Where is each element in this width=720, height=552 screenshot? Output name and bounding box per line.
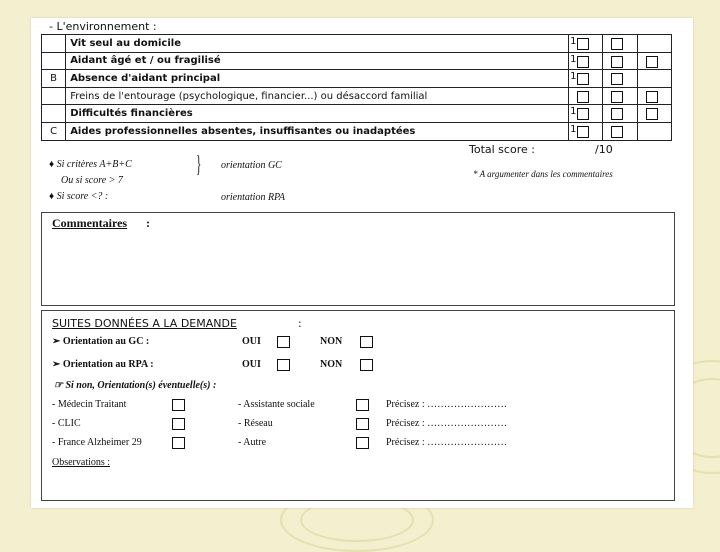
precisez-field[interactable]: Précisez : ……………………: [386, 437, 508, 448]
suites-box: [41, 310, 675, 501]
suites-title: SUITES DONNÉES A LA DEMANDE: [52, 317, 237, 330]
env-score-cell: [569, 52, 603, 70]
env-score-cell: [603, 122, 637, 140]
env-score-cell: [603, 105, 637, 123]
score-checkbox[interactable]: [577, 126, 589, 138]
env-score-cell: [603, 70, 637, 88]
rpa-oui-checkbox[interactable]: [277, 359, 290, 371]
orientation-gc-text: orientation GC: [221, 160, 282, 171]
orientation-gc-label: ➢ Orientation au GC :: [52, 336, 150, 347]
env-score-cell: [603, 35, 637, 53]
option-left-label: - France Alzheimer 29: [52, 437, 142, 448]
env-score-cell: [637, 35, 671, 53]
score-checkbox[interactable]: [577, 91, 589, 103]
env-score-cell: [637, 52, 671, 70]
env-row: [42, 122, 672, 140]
criteria-line1: ♦ Si critères A+B+C: [49, 159, 132, 170]
environment-table: [41, 34, 672, 141]
score-checkbox[interactable]: [611, 91, 623, 103]
option-mid-checkbox[interactable]: [356, 399, 369, 411]
orientation-rpa-text: orientation RPA: [221, 192, 285, 203]
option-mid-label: - Assistante sociale: [238, 399, 315, 410]
argue-note: * A argumenter dans les commentaires: [473, 169, 613, 179]
score-point: 1: [570, 53, 577, 65]
option-left-checkbox[interactable]: [172, 418, 185, 430]
env-row-code: [42, 87, 66, 105]
commentaires-box[interactable]: [41, 212, 675, 306]
score-checkbox[interactable]: [611, 73, 623, 85]
total-score-label: Total score :: [469, 143, 535, 156]
option-mid-label: - Autre: [238, 437, 267, 448]
score-checkbox[interactable]: [646, 108, 658, 120]
si-non-label: ☞ Si non, Orientation(s) éventuelle(s) :: [54, 380, 217, 391]
gc-oui-label: OUI: [242, 336, 261, 347]
rpa-oui-label: OUI: [242, 359, 261, 370]
env-row-code: C: [42, 122, 66, 140]
score-point: 1: [570, 106, 577, 118]
gc-oui-checkbox[interactable]: [277, 336, 290, 348]
gc-non-checkbox[interactable]: [360, 336, 373, 348]
env-row-label: Aides professionnelles absentes, insuffisantes ou inadaptées: [66, 122, 569, 140]
precisez-field[interactable]: Précisez : ……………………: [386, 418, 508, 429]
score-checkbox[interactable]: [611, 56, 623, 68]
option-left-checkbox[interactable]: [172, 437, 185, 449]
env-row-label: Freins de l'entourage (psychologique, financier...) ou désaccord familial: [66, 87, 569, 105]
total-score-value: /10: [595, 143, 613, 156]
option-left-label: - Médecin Traitant: [52, 399, 127, 410]
env-row-code: [42, 52, 66, 70]
criteria-line2: Ou si score > 7: [61, 175, 123, 186]
orientation-rpa-label: ➢ Orientation au RPA :: [52, 359, 154, 370]
score-checkbox[interactable]: [611, 108, 623, 120]
env-row-label: Difficultés financières: [66, 105, 569, 123]
env-score-cell: [637, 122, 671, 140]
score-checkbox[interactable]: [646, 56, 658, 68]
commentaires-colon: :: [146, 216, 150, 230]
env-score-cell: [569, 70, 603, 88]
score-checkbox[interactable]: [611, 126, 623, 138]
env-score-cell: [569, 105, 603, 123]
option-mid-checkbox[interactable]: [356, 418, 369, 430]
option-mid-label: - Réseau: [238, 418, 273, 429]
env-row-label: Absence d'aidant principal: [66, 70, 569, 88]
score-point: 1: [570, 71, 577, 83]
brace-icon: }: [196, 152, 202, 178]
precisez-field[interactable]: Précisez : ……………………: [386, 399, 508, 410]
suites-title-colon: :: [298, 317, 302, 330]
score-checkbox[interactable]: [577, 38, 589, 50]
commentaires-label: Commentaires: [52, 216, 128, 230]
criteria-line3: ♦ Si score <? :: [49, 191, 109, 202]
score-point: 1: [570, 123, 577, 135]
env-title: - L'environnement :: [49, 20, 157, 33]
rpa-non-checkbox[interactable]: [360, 359, 373, 371]
score-checkbox[interactable]: [577, 73, 589, 85]
env-row: [42, 87, 672, 105]
env-row-code: [42, 105, 66, 123]
observations-label: Observations :: [52, 457, 111, 468]
env-score-cell: [637, 87, 671, 105]
env-row-code: [42, 35, 66, 53]
env-row: [42, 105, 672, 123]
env-score-cell: [603, 87, 637, 105]
env-row: [42, 52, 672, 70]
rpa-non-label: NON: [320, 359, 343, 370]
env-row: [42, 70, 672, 88]
score-checkbox[interactable]: [577, 108, 589, 120]
option-mid-checkbox[interactable]: [356, 437, 369, 449]
score-point: 1: [570, 36, 577, 47]
env-row: [42, 35, 672, 53]
env-score-cell: [569, 35, 603, 53]
option-left-label: - CLIC: [52, 418, 81, 429]
score-checkbox[interactable]: [646, 91, 658, 103]
env-row-label: Aidant âgé et / ou fragilisé: [66, 52, 569, 70]
option-left-checkbox[interactable]: [172, 399, 185, 411]
score-checkbox[interactable]: [577, 56, 589, 68]
env-score-cell: [569, 122, 603, 140]
gc-non-label: NON: [320, 336, 343, 347]
env-score-cell: [637, 70, 671, 88]
score-checkbox[interactable]: [611, 38, 623, 50]
env-row-code: B: [42, 70, 66, 88]
env-score-cell: [637, 105, 671, 123]
env-score-cell: [603, 52, 637, 70]
form-page: [31, 18, 693, 508]
env-row-label: Vit seul au domicile: [66, 35, 569, 53]
env-score-cell: [569, 87, 603, 105]
